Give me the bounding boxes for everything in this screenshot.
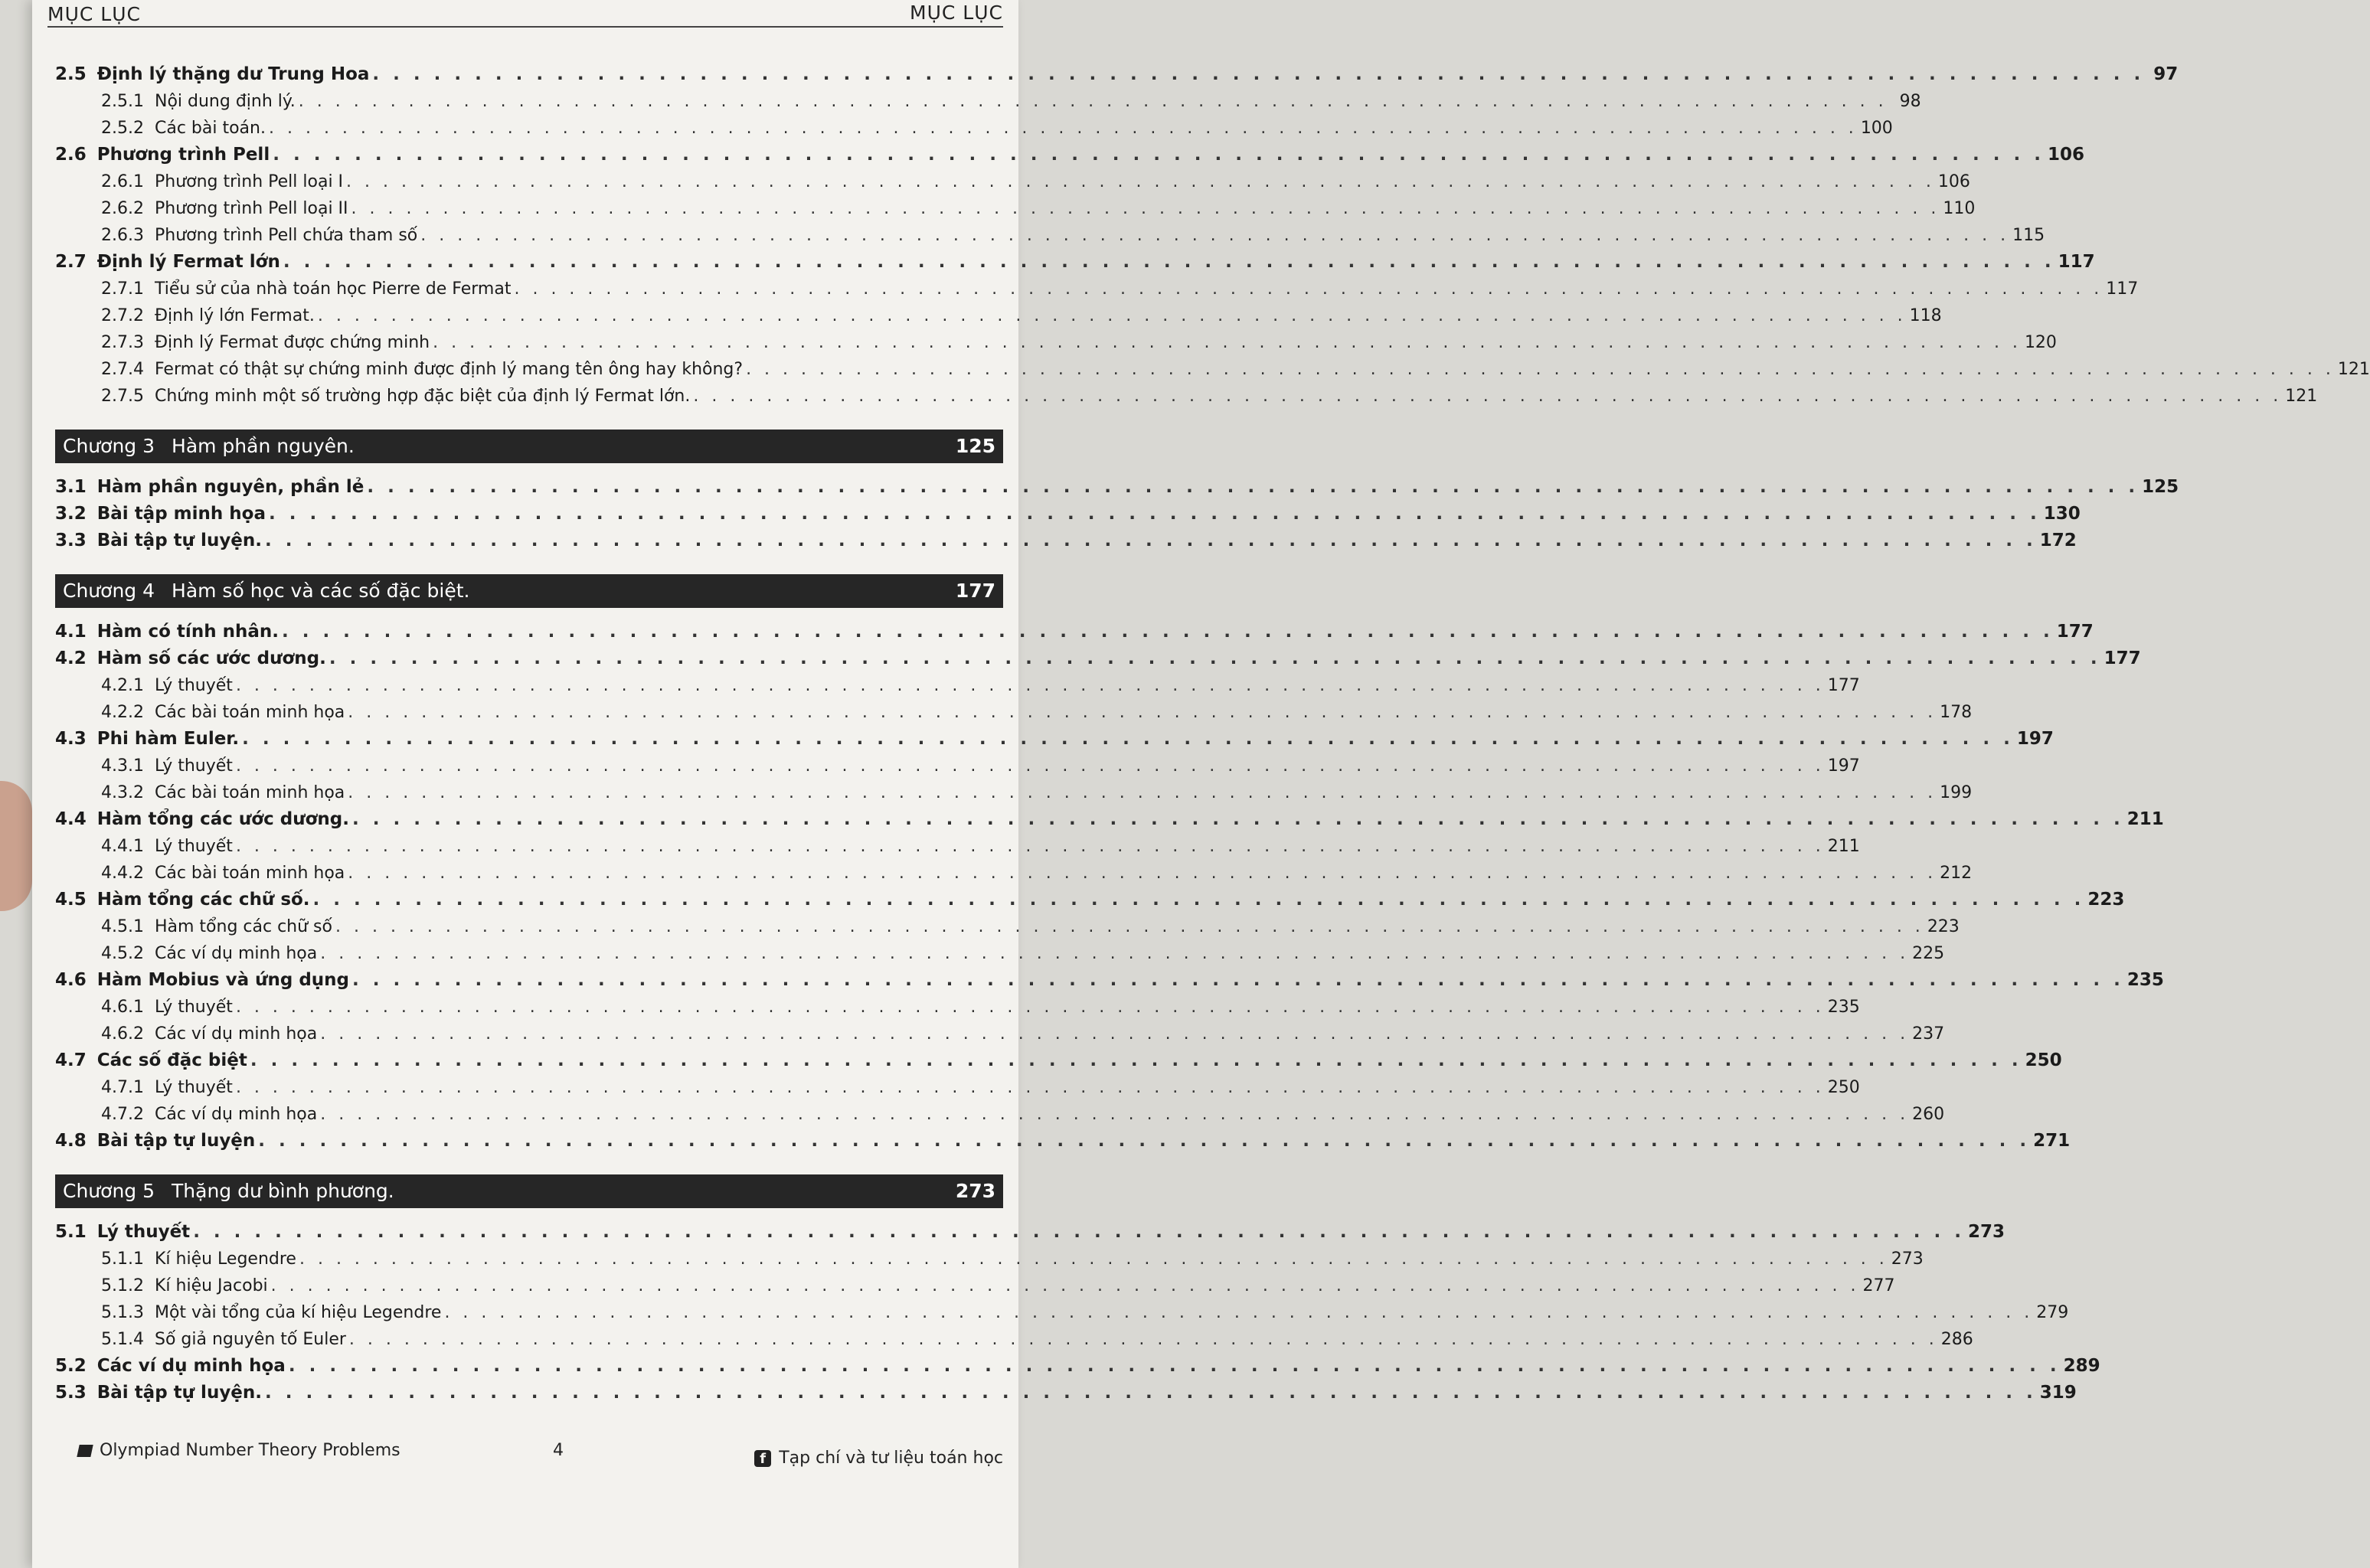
dot-leader: . . . . . . . . . . . . . . . . . . . . . . . . . . . . . . . . . . . . . . . . . . . . . . . . . . . . . . . . . . . . . . . . . . . . . . . . . . . . . . . . . . . . . . .	[268, 119, 1858, 138]
entry-page: 177	[2104, 648, 2141, 668]
dot-leader: . . . . . . . . . . . . . . . . . . . . . . . . . . . . . . . . . . . . . . . . . . . . . . . . . . . . . . . . . . . . . . . . . . . . . . . . . . . . . . . . . . . . . . .	[746, 360, 2335, 379]
entry-title: Định lý thặng dư Trung Hoa	[96, 64, 370, 84]
toc-subsection-entry	[55, 940, 1945, 967]
entry-page: 177	[2056, 622, 2094, 642]
dot-leader: . . . . . . . . . . . . . . . . . . . . . . . . . . . . . . . . . . . . . . . . . . . . . . . . . . . . . . . . . . . . . . . . . . . . . . . . . . . . . . . . . . . . . . .	[320, 944, 1910, 963]
entry-page: 121	[2337, 360, 2370, 379]
toc-subsection-entry	[55, 195, 1976, 222]
toc-subsection-entry	[55, 88, 1921, 115]
entry-title: Các ví dụ minh họa	[154, 1024, 318, 1044]
entry-page: 172	[2039, 531, 2077, 550]
dot-leader: . . . . . . . . . . . . . . . . . . . . . . . . . . . . . . . . . . . . . . . . . . . . . . . . . . . . . . . . . . . . . . . . . . . . . . . . . . . . . . . . . . . . . . .	[268, 504, 2041, 524]
toc-section-entry	[55, 887, 2125, 913]
toc-subsection-entry	[55, 222, 2045, 249]
entry-page: 211	[2126, 809, 2164, 829]
entry-title: Các ví dụ minh họa	[154, 1105, 318, 1124]
entry-page: 260	[1912, 1105, 1945, 1124]
dot-leader: . . . . . . . . . . . . . . . . . . . . . . . . . . . . . . . . . . . . . . . . . . . . . . . . . . . . . . . . . . . . . . . . . . . . . . . . . . . . . . . . . . . . . . .	[348, 1330, 1938, 1349]
toc-subsection-entry	[55, 860, 1973, 887]
entry-page: 98	[1899, 92, 1921, 111]
toc-subsection-entry	[55, 1326, 1973, 1353]
header-left-title: MỤC LỤC	[47, 3, 141, 25]
entry-number: 5.1.3	[101, 1303, 144, 1322]
chapter-heading	[55, 1174, 1003, 1208]
entry-page: 115	[2012, 226, 2045, 245]
entry-number: 3.1	[55, 477, 87, 497]
entry-number: 4.4.2	[101, 864, 144, 883]
footer-source: Tạp chí và tư liệu toán học	[779, 1449, 1003, 1468]
entry-title: Lý thuyết	[96, 1222, 191, 1242]
toc-subsection-entry	[55, 329, 2057, 356]
entry-number: 4.3	[55, 729, 87, 749]
entry-number: 2.7.2	[101, 306, 144, 325]
entry-page: 289	[2063, 1356, 2100, 1376]
dot-leader: . . . . . . . . . . . . . . . . . . . . . . . . . . . . . . . . . . . . . . . . . . . . . . . . . . . . . . . . . . . . . . . . . . . . . . . . . . . . . . . . . . . . . . .	[351, 199, 1940, 218]
entry-title: Bài tập tự luyện	[96, 1131, 256, 1151]
entry-title: Lý thuyết	[154, 1078, 233, 1097]
entry-title: Phương trình Pell	[96, 145, 270, 165]
entry-title: Bài tập tự luyện.	[96, 1383, 263, 1403]
entry-title: Bài tập tự luyện.	[96, 531, 263, 550]
toc-section-entry	[55, 474, 2179, 501]
entry-title: Hàm số các ước dương.	[96, 648, 326, 668]
page-footer	[78, 1441, 1003, 1472]
dot-leader: . . . . . . . . . . . . . . . . . . . . . . . . . . . . . . . . . . . . . . . . . . . . . . . . . . . . . . . . . . . . . . . . . . . . . . . . . . . . . . . . . . . . . . .	[433, 333, 2022, 352]
footer-page-number: 4	[553, 1441, 564, 1460]
toc-section-entry	[55, 528, 2077, 554]
chapter-page: 273	[955, 1180, 995, 1202]
toc-subsection-entry	[55, 115, 1893, 142]
chapter-number: Chương 5	[63, 1180, 155, 1202]
entry-number: 4.5	[55, 890, 87, 910]
entry-page: 223	[2087, 890, 2125, 910]
entry-number: 5.2	[55, 1356, 87, 1376]
entry-number: 2.7.1	[101, 279, 144, 299]
entry-title: Các ví dụ minh họa	[154, 944, 318, 963]
chapter-page: 125	[955, 435, 995, 457]
toc-subsection-entry	[55, 833, 1860, 860]
toc-subsection-entry	[55, 699, 1973, 726]
toc-section-entry	[55, 1380, 2077, 1406]
toc-section-entry	[55, 142, 2084, 168]
entry-title: Các ví dụ minh họa	[96, 1356, 286, 1376]
toc-subsection-entry	[55, 1021, 1945, 1047]
entry-number: 4.6.2	[101, 1024, 144, 1044]
chapter-title: Hàm số học và các số đặc biệt.	[172, 580, 470, 602]
entry-page: 178	[1940, 703, 1973, 722]
entry-page: 237	[1912, 1024, 1945, 1044]
entry-title: Hàm tổng các chữ số	[154, 917, 332, 936]
entry-number: 2.6.1	[101, 172, 144, 191]
dot-leader: . . . . . . . . . . . . . . . . . . . . . . . . . . . . . . . . . . . . . . . . . . . . . . . . . . . . . . . . . . . . . . . . . . . . . . . . . . . . . . . . . . . . . . .	[693, 387, 2283, 406]
entry-page: 277	[1862, 1276, 1895, 1295]
entry-number: 2.5.2	[101, 119, 144, 138]
table-of-contents	[55, 61, 2370, 1406]
entry-number: 5.1	[55, 1222, 87, 1242]
entry-page: 121	[2285, 387, 2318, 406]
dot-leader: . . . . . . . . . . . . . . . . . . . . . . . . . . . . . . . . . . . . . . . . . . . . . . . . . . . . . . . . . . . . . . . . . . . . . . . . . . . . . . . . . . . . . . .	[298, 92, 1888, 111]
dot-leader: . . . . . . . . . . . . . . . . . . . . . . . . . . . . . . . . . . . . . . . . . . . . . . . . . . . . . . . . . . . . . . . . . . . . . . . . . . . . . . . . . . . . . . .	[235, 676, 1825, 695]
entry-page: 125	[2142, 477, 2179, 497]
toc-section-entry	[55, 249, 2095, 276]
entry-title: Hàm có tính nhân.	[96, 622, 279, 642]
dot-leader: . . . . . . . . . . . . . . . . . . . . . . . . . . . . . . . . . . . . . . . . . . . . . . . . . . . . . . . . . . . . . . . . . . . . . . . . . . . . . . . . . . . . . . .	[235, 1078, 1825, 1097]
dot-leader: . . . . . . . . . . . . . . . . . . . . . . . . . . . . . . . . . . . . . . . . . . . . . . . . . . . . . . . . . . . . . . . . . . . . . . . . . . . . . . . . . . . . . . .	[242, 729, 2014, 749]
entry-number: 4.5.2	[101, 944, 144, 963]
entry-number: 4.5.1	[101, 917, 144, 936]
entry-title: Kí hiệu Legendre	[154, 1250, 296, 1269]
entry-page: 250	[1827, 1078, 1860, 1097]
dot-leader: . . . . . . . . . . . . . . . . . . . . . . . . . . . . . . . . . . . . . . . . . . . . . . . . . . . . . . . . . . . . . . . . . . . . . . . . . . . . . . . . . . . . . . .	[250, 1050, 2022, 1070]
chapter-title: Thặng dư bình phương.	[172, 1180, 394, 1202]
entry-page: 97	[2153, 64, 2179, 84]
entry-number: 4.2.1	[101, 676, 144, 695]
entry-title: Tiểu sử của nhà toán học Pierre de Fermat	[154, 279, 512, 299]
entry-number: 4.4.1	[101, 837, 144, 856]
header-right-title: MỤC LỤC	[910, 2, 1003, 24]
entry-title: Lý thuyết	[154, 837, 233, 856]
entry-page: 199	[1940, 783, 1973, 802]
entry-page: 117	[2106, 279, 2139, 299]
entry-page: 235	[2126, 970, 2164, 990]
entry-title: Các bài toán minh họa	[154, 703, 345, 722]
toc-subsection-entry	[55, 302, 1942, 329]
entry-number: 5.1.1	[101, 1250, 144, 1269]
chapter-heading	[55, 574, 1003, 608]
entry-title: Hàm Mobius và ứng dụng	[96, 970, 350, 990]
entry-number: 2.7	[55, 252, 87, 272]
entry-number: 3.2	[55, 504, 87, 524]
toc-section-entry	[55, 1047, 2062, 1074]
finger-shadow	[0, 781, 32, 911]
entry-page: 319	[2039, 1383, 2077, 1403]
entry-title: Số giả nguyên tố Euler	[154, 1330, 346, 1349]
entry-page: 212	[1940, 864, 1973, 883]
entry-number: 4.6	[55, 970, 87, 990]
entry-number: 4.3.1	[101, 756, 144, 776]
entry-number: 5.1.2	[101, 1276, 144, 1295]
dot-leader: . . . . . . . . . . . . . . . . . . . . . . . . . . . . . . . . . . . . . . . . . . . . . . . . . . . . . . . . . . . . . . . . . . . . . . . . . . . . . . . . . . . . . . .	[235, 837, 1825, 856]
dot-leader: . . . . . . . . . . . . . . . . . . . . . . . . . . . . . . . . . . . . . . . . . . . . . . . . . . . . . . . . . . . . . . . . . . . . . . . . . . . . . . . . . . . . . . .	[352, 970, 2124, 990]
entry-number: 2.5	[55, 64, 87, 84]
entry-page: 100	[1860, 119, 1893, 138]
entry-title: Phương trình Pell loại I	[154, 172, 344, 191]
toc-section-entry	[55, 61, 2179, 88]
entry-page: 250	[2025, 1050, 2062, 1070]
dot-leader: . . . . . . . . . . . . . . . . . . . . . . . . . . . . . . . . . . . . . . . . . . . . . . . . . . . . . . . . . . . . . . . . . . . . . . . . . . . . . . . . . . . . . . .	[283, 252, 2055, 272]
toc-subsection-entry	[55, 672, 1860, 699]
entry-number: 4.1	[55, 622, 87, 642]
entry-title: Các bài toán minh họa	[154, 783, 345, 802]
entry-page: 225	[1912, 944, 1945, 963]
entry-number: 2.5.1	[101, 92, 144, 111]
toc-section-entry	[55, 1353, 2100, 1380]
dot-leader: . . . . . . . . . . . . . . . . . . . . . . . . . . . . . . . . . . . . . . . . . . . . . . . . . . . . . . . . . . . . . . . . . . . . . . . . . . . . . . . . . . . . . . .	[444, 1303, 2034, 1322]
dot-leader: . . . . . . . . . . . . . . . . . . . . . . . . . . . . . . . . . . . . . . . . . . . . . . . . . . . . . . . . . . . . . . . . . . . . . . . . . . . . . . . . . . . . . . .	[348, 703, 1937, 722]
toc-subsection-entry	[55, 1101, 1945, 1128]
dot-leader: . . . . . . . . . . . . . . . . . . . . . . . . . . . . . . . . . . . . . . . . . . . . . . . . . . . . . . . . . . . . . . . . . . . . . . . . . . . . . . . . . . . . . . .	[335, 917, 1924, 936]
dot-leader: . . . . . . . . . . . . . . . . . . . . . . . . . . . . . . . . . . . . . . . . . . . . . . . . . . . . . . . . . . . . . . . . . . . . . . . . . . . . . . . . . . . . . . .	[265, 1383, 2037, 1403]
dot-leader: . . . . . . . . . . . . . . . . . . . . . . . . . . . . . . . . . . . . . . . . . . . . . . . . . . . . . . . . . . . . . . . . . . . . . . . . . . . . . . . . . . . . . . .	[329, 648, 2101, 668]
header-rule	[47, 26, 1003, 28]
entry-title: Hàm tổng các chữ số.	[96, 890, 310, 910]
entry-page: 118	[1909, 306, 1942, 325]
dot-leader: . . . . . . . . . . . . . . . . . . . . . . . . . . . . . . . . . . . . . . . . . . . . . . . . . . . . . . . . . . . . . . . . . . . . . . . . . . . . . . . . . . . . . . .	[367, 477, 2140, 497]
toc-subsection-entry	[55, 913, 1960, 940]
entry-title: Một vài tổng của kí hiệu Legendre	[154, 1303, 442, 1322]
entry-title: Định lý Fermat được chứng minh	[154, 333, 430, 352]
entry-number: 4.8	[55, 1131, 87, 1151]
dot-leader: . . . . . . . . . . . . . . . . . . . . . . . . . . . . . . . . . . . . . . . . . . . . . . . . . . . . . . . . . . . . . . . . . . . . . . . . . . . . . . . . . . . . . . .	[348, 783, 1937, 802]
toc-section-entry	[55, 967, 2164, 994]
entry-title: Phương trình Pell loại II	[154, 199, 348, 218]
dot-leader: . . . . . . . . . . . . . . . . . . . . . . . . . . . . . . . . . . . . . . . . . . . . . . . . . . . . . . . . . . . . . . . . . . . . . . . . . . . . . . . . . . . . . . .	[299, 1250, 1888, 1269]
dot-leader: . . . . . . . . . . . . . . . . . . . . . . . . . . . . . . . . . . . . . . . . . . . . . . . . . . . . . . . . . . . . . . . . . . . . . . . . . . . . . . . . . . . . . . .	[346, 172, 1935, 191]
entry-page: 197	[1827, 756, 1860, 776]
toc-subsection-entry	[55, 1272, 1895, 1299]
entry-title: Bài tập minh họa	[96, 504, 266, 524]
dot-leader: . . . . . . . . . . . . . . . . . . . . . . . . . . . . . . . . . . . . . . . . . . . . . . . . . . . . . . . . . . . . . . . . . . . . . . . . . . . . . . . . . . . . . . .	[258, 1131, 2031, 1151]
entry-number: 5.1.4	[101, 1330, 144, 1349]
footer-right	[754, 1449, 1003, 1468]
dot-leader: . . . . . . . . . . . . . . . . . . . . . . . . . . . . . . . . . . . . . . . . . . . . . . . . . . . . . . . . . . . . . . . . . . . . . . . . . . . . . . . . . . . . . . .	[348, 864, 1937, 883]
entry-page: 286	[1940, 1330, 1973, 1349]
dot-leader: . . . . . . . . . . . . . . . . . . . . . . . . . . . . . . . . . . . . . . . . . . . . . . . . . . . . . . . . . . . . . . . . . . . . . . . . . . . . . . . . . . . . . . .	[273, 145, 2045, 165]
entry-number: 2.6.2	[101, 199, 144, 218]
dot-leader: . . . . . . . . . . . . . . . . . . . . . . . . . . . . . . . . . . . . . . . . . . . . . . . . . . . . . . . . . . . . . . . . . . . . . . . . . . . . . . . . . . . . . . .	[235, 998, 1825, 1017]
dot-leader: . . . . . . . . . . . . . . . . . . . . . . . . . . . . . . . . . . . . . . . . . . . . . . . . . . . . . . . . . . . . . . . . . . . . . . . . . . . . . . . . . . . . . . .	[320, 1024, 1910, 1044]
entry-number: 2.7.5	[101, 387, 144, 406]
footer-book-title: Olympiad Number Theory Problems	[100, 1441, 400, 1460]
entry-number: 4.7.1	[101, 1078, 144, 1097]
toc-subsection-entry	[55, 1299, 2069, 1326]
entry-page: 110	[1943, 199, 1976, 218]
entry-page: 117	[2058, 252, 2095, 272]
toc-subsection-entry	[55, 753, 1860, 779]
entry-page: 273	[1967, 1222, 2005, 1242]
dot-leader: . . . . . . . . . . . . . . . . . . . . . . . . . . . . . . . . . . . . . . . . . . . . . . . . . . . . . . . . . . . . . . . . . . . . . . . . . . . . . . . . . . . . . . .	[312, 890, 2085, 910]
entry-page: 197	[2016, 729, 2054, 749]
entry-page: 106	[1937, 172, 1970, 191]
entry-title: Lý thuyết	[154, 676, 233, 695]
toc-section-entry	[55, 806, 2164, 833]
entry-title: Fermat có thật sự chứng minh được định lý mang tên ông hay không?	[154, 360, 744, 379]
toc-subsection-entry	[55, 383, 2318, 410]
entry-number: 2.6.3	[101, 226, 144, 245]
toc-subsection-entry	[55, 276, 2139, 302]
entry-title: Phương trình Pell chứa tham số	[154, 226, 418, 245]
dot-leader: . . . . . . . . . . . . . . . . . . . . . . . . . . . . . . . . . . . . . . . . . . . . . . . . . . . . . . . . . . . . . . . . . . . . . . . . . . . . . . . . . . . . . . .	[265, 531, 2037, 550]
dot-leader: . . . . . . . . . . . . . . . . . . . . . . . . . . . . . . . . . . . . . . . . . . . . . . . . . . . . . . . . . . . . . . . . . . . . . . . . . . . . . . . . . . . . . . .	[320, 1105, 1910, 1124]
toc-section-entry	[55, 619, 2094, 645]
page-header	[32, 0, 1018, 31]
dot-leader: . . . . . . . . . . . . . . . . . . . . . . . . . . . . . . . . . . . . . . . . . . . . . . . . . . . . . . . . . . . . . . . . . . . . . . . . . . . . . . . . . . . . . . .	[514, 279, 2104, 299]
entry-page: 106	[2047, 145, 2084, 165]
entry-number: 4.6.1	[101, 998, 144, 1017]
entry-title: Các số đặc biệt	[96, 1050, 247, 1070]
entry-title: Phi hàm Euler.	[96, 729, 240, 749]
entry-number: 4.3.2	[101, 783, 144, 802]
entry-number: 2.7.4	[101, 360, 144, 379]
book-icon	[77, 1445, 93, 1457]
entry-number: 4.7	[55, 1050, 87, 1070]
toc-subsection-entry	[55, 168, 1970, 195]
entry-title: Hàm phần nguyên, phần lẻ	[96, 477, 364, 497]
entry-title: Chứng minh một số trường hợp đặc biệt của định lý Fermat lớn.	[154, 387, 691, 406]
dot-leader: . . . . . . . . . . . . . . . . . . . . . . . . . . . . . . . . . . . . . . . . . . . . . . . . . . . . . . . . . . . . . . . . . . . . . . . . . . . . . . . . . . . . . . .	[235, 756, 1825, 776]
entry-title: Các bài toán.	[154, 119, 266, 138]
dot-leader: . . . . . . . . . . . . . . . . . . . . . . . . . . . . . . . . . . . . . . . . . . . . . . . . . . . . . . . . . . . . . . . . . . . . . . . . . . . . . . . . . . . . . . .	[317, 306, 1907, 325]
entry-number: 4.2	[55, 648, 87, 668]
entry-number: 5.3	[55, 1383, 87, 1403]
entry-title: Lý thuyết	[154, 756, 233, 776]
entry-number: 3.3	[55, 531, 87, 550]
chapter-title: Hàm phần nguyên.	[172, 435, 355, 457]
entry-title: Hàm tổng các ước dương.	[96, 809, 349, 829]
toc-subsection-entry	[55, 1074, 1860, 1101]
entry-page: 223	[1927, 917, 1960, 936]
entry-number: 2.7.3	[101, 333, 144, 352]
toc-section-entry	[55, 1128, 2071, 1155]
entry-title: Nội dung định lý.	[154, 92, 296, 111]
entry-title: Các bài toán minh họa	[154, 864, 345, 883]
entry-number: 2.6	[55, 145, 87, 165]
chapter-heading	[55, 430, 1003, 463]
toc-subsection-entry	[55, 356, 2370, 383]
entry-page: 279	[2036, 1303, 2069, 1322]
facebook-icon: f	[754, 1450, 771, 1467]
dot-leader: . . . . . . . . . . . . . . . . . . . . . . . . . . . . . . . . . . . . . . . . . . . . . . . . . . . . . . . . . . . . . . . . . . . . . . . . . . . . . . . . . . . . . . .	[372, 64, 2145, 84]
dot-leader: . . . . . . . . . . . . . . . . . . . . . . . . . . . . . . . . . . . . . . . . . . . . . . . . . . . . . . . . . . . . . . . . . . . . . . . . . . . . . . . . . . . . . . .	[270, 1276, 1860, 1295]
entry-page: 211	[1827, 837, 1860, 856]
toc-section-entry	[55, 1219, 2005, 1246]
toc-section-entry	[55, 645, 2141, 672]
entry-number: 4.7.2	[101, 1105, 144, 1124]
entry-title: Kí hiệu Jacobi	[154, 1276, 268, 1295]
entry-title: Lý thuyết	[154, 998, 233, 1017]
chapter-number: Chương 3	[63, 435, 155, 457]
dot-leader: . . . . . . . . . . . . . . . . . . . . . . . . . . . . . . . . . . . . . . . . . . . . . . . . . . . . . . . . . . . . . . . . . . . . . . . . . . . . . . . . . . . . . . .	[281, 622, 2054, 642]
toc-section-entry	[55, 501, 2081, 528]
entry-title: Định lý lớn Fermat.	[154, 306, 315, 325]
entry-page: 235	[1827, 998, 1860, 1017]
entry-page: 177	[1827, 676, 1860, 695]
entry-title: Định lý Fermat lớn	[96, 252, 280, 272]
toc-subsection-entry	[55, 1246, 1924, 1272]
dot-leader: . . . . . . . . . . . . . . . . . . . . . . . . . . . . . . . . . . . . . . . . . . . . . . . . . . . . . . . . . . . . . . . . . . . . . . . . . . . . . . . . . . . . . . .	[420, 226, 2010, 245]
entry-page: 130	[2043, 504, 2081, 524]
entry-page: 273	[1891, 1250, 1924, 1269]
chapter-number: Chương 4	[63, 580, 155, 602]
toc-subsection-entry	[55, 994, 1860, 1021]
dot-leader: . . . . . . . . . . . . . . . . . . . . . . . . . . . . . . . . . . . . . . . . . . . . . . . . . . . . . . . . . . . . . . . . . . . . . . . . . . . . . . . . . . . . . . .	[193, 1222, 1965, 1242]
footer-left	[78, 1441, 400, 1460]
entry-page: 271	[2033, 1131, 2071, 1151]
entry-number: 4.2.2	[101, 703, 144, 722]
toc-section-entry	[55, 726, 2054, 753]
dot-leader: . . . . . . . . . . . . . . . . . . . . . . . . . . . . . . . . . . . . . . . . . . . . . . . . . . . . . . . . . . . . . . . . . . . . . . . . . . . . . . . . . . . . . . .	[288, 1356, 2061, 1376]
dot-leader: . . . . . . . . . . . . . . . . . . . . . . . . . . . . . . . . . . . . . . . . . . . . . . . . . . . . . . . . . . . . . . . . . . . . . . . . . . . . . . . . . . . . . . .	[351, 809, 2124, 829]
entry-page: 120	[2024, 333, 2057, 352]
toc-subsection-entry	[55, 779, 1973, 806]
chapter-page: 177	[955, 580, 995, 602]
entry-number: 4.4	[55, 809, 87, 829]
document-page	[32, 0, 2370, 1568]
